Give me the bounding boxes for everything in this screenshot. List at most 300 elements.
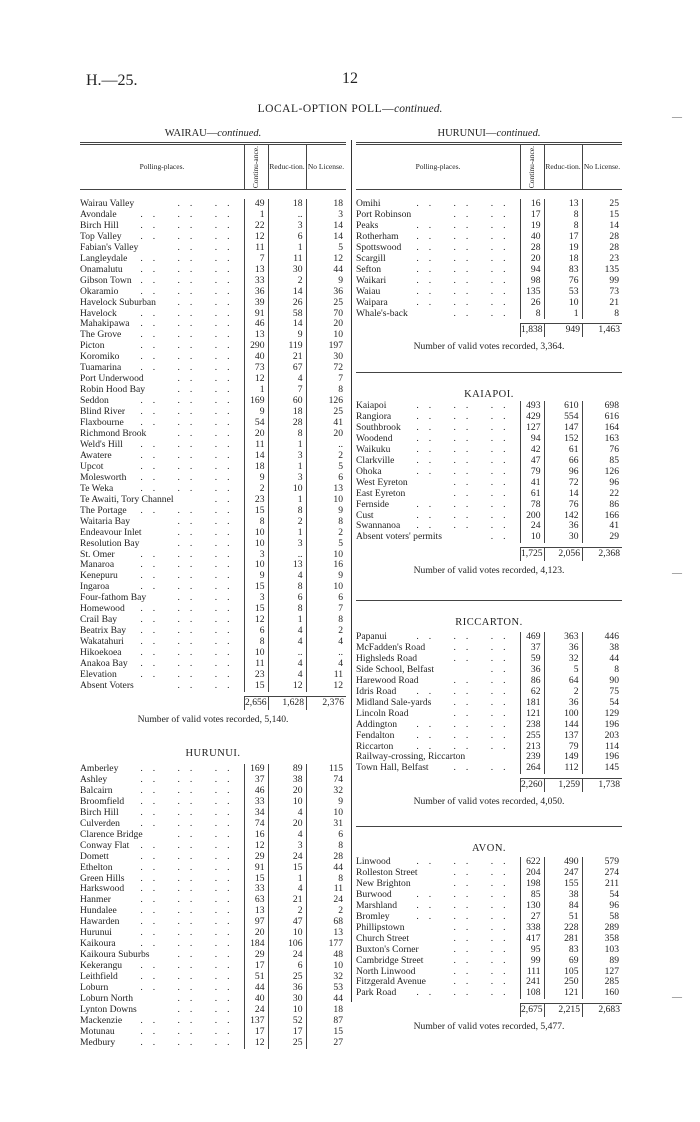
no-license-value: 28	[582, 243, 622, 254]
reduction-value: 69	[544, 956, 582, 967]
table-row	[80, 950, 346, 961]
continuance-value: 20	[244, 429, 268, 440]
no-license-value: 18	[306, 1005, 346, 1016]
reduction-value: 8	[268, 604, 306, 615]
leader-dots: .. .. ..	[416, 499, 516, 510]
continuance-value: 10	[244, 560, 268, 571]
total-continuance: 1,725	[520, 547, 545, 561]
reduction-value: 8	[268, 582, 306, 593]
leader-dots: .. ..	[453, 642, 516, 653]
no-license-value: 15	[582, 210, 622, 221]
continuance-value: 95	[520, 945, 544, 956]
table-row	[80, 830, 346, 841]
no-license-value: 9	[306, 506, 346, 517]
continuance-value: 264	[520, 763, 544, 774]
polling-place-name: Side School, Belfast ..	[356, 664, 516, 675]
leader-dots: .. .. ..	[140, 505, 240, 516]
polling-place-name: Fabian's Valley .. ..	[80, 242, 240, 253]
no-license-value: 29	[582, 532, 622, 543]
continuance-value: 13	[244, 265, 268, 276]
no-license-value: 96	[582, 901, 622, 912]
table-row	[80, 906, 346, 917]
reduction-value: 83	[544, 265, 582, 276]
leader-dots: .. .. ..	[416, 199, 516, 209]
table-row	[356, 665, 622, 676]
reduction-value: 11	[268, 254, 306, 265]
leader-dots: .. .. ..	[416, 286, 516, 297]
continuance-value: 15	[244, 604, 268, 615]
no-license-value: 44	[306, 863, 346, 874]
continuance-value: 40	[520, 232, 544, 243]
polling-place-name: Papanui .. .. ..	[356, 632, 516, 642]
reduction-value: 10	[268, 797, 306, 808]
continuance-value: 23	[244, 670, 268, 681]
table-row	[356, 467, 622, 478]
leader-dots: .. .. ..	[140, 1037, 240, 1048]
total-continuance: 2,675	[520, 1003, 545, 1017]
continuance-value: 15	[244, 582, 268, 593]
table-row	[80, 659, 346, 670]
table-row	[80, 670, 346, 681]
reduction-value: 8	[268, 429, 306, 440]
reduction-value: 19	[544, 243, 582, 254]
polling-place-name: Church Street .. ..	[356, 933, 516, 944]
no-license-value: 38	[582, 643, 622, 654]
polling-place-name: Spottswood .. .. ..	[356, 242, 516, 253]
continuance-value: 22	[244, 221, 268, 232]
polling-place-name: Kaikoura .. .. ..	[80, 939, 240, 950]
table-row	[356, 309, 622, 320]
reduction-value: 106	[268, 939, 306, 950]
reduction-value: 4	[268, 670, 306, 681]
column-separator	[351, 140, 352, 1002]
no-license-value: 54	[582, 698, 622, 709]
polling-place-name: Buxton's Corner .. ..	[356, 944, 516, 955]
leader-dots: .. .. ..	[140, 807, 240, 818]
polling-place-name: Ashley .. .. ..	[80, 774, 240, 785]
polling-place-name: New Brighton .. ..	[356, 878, 516, 889]
reduction-value: 66	[544, 456, 582, 467]
polling-place-name: Picton .. .. ..	[80, 341, 240, 352]
reduction-value: 4	[268, 626, 306, 637]
leader-dots: .. .. ..	[140, 840, 240, 851]
polling-place-name: Whale's-back .. ..	[356, 308, 516, 319]
table-row	[356, 511, 622, 522]
no-license-value: 27	[306, 1038, 346, 1049]
continuance-value: 97	[244, 917, 268, 928]
no-license-value: 8	[306, 615, 346, 626]
no-license-value: 32	[306, 972, 346, 983]
reduction-value: 76	[544, 276, 582, 287]
reduction-value: 147	[544, 423, 582, 434]
polling-place-name: Blind River .. .. ..	[80, 407, 240, 418]
continuance-value: 24	[520, 521, 544, 532]
continuance-value: 17	[244, 1027, 268, 1038]
continuance-value: 62	[520, 687, 544, 698]
continuance-value: 3	[244, 593, 268, 604]
table-row	[80, 363, 346, 374]
polling-place-name: Absent voters' permits ..	[356, 532, 516, 543]
continuance-value: 16	[520, 199, 544, 210]
leader-dots: .. .. ..	[416, 444, 516, 455]
reduction-value: 67	[268, 363, 306, 374]
leader-dots: .. .. ..	[416, 264, 516, 275]
table-row	[356, 912, 622, 923]
table-row	[80, 451, 346, 462]
reduction-value: 4	[268, 637, 306, 648]
polling-place-name: Town Hall, Belfast .. ..	[356, 763, 516, 774]
continuance-value: 36	[244, 287, 268, 298]
leader-dots: .. ..	[453, 708, 516, 719]
table-row	[80, 385, 346, 396]
hurunui-cont-table	[356, 199, 622, 319]
reduction-value: 4	[268, 884, 306, 895]
reduction-value: 17	[544, 232, 582, 243]
table-row	[80, 928, 346, 939]
continuance-value: 46	[244, 319, 268, 330]
table-row	[356, 445, 622, 456]
no-license-value: 41	[306, 418, 346, 429]
reduction-value: 149	[544, 752, 582, 763]
polling-place-name: Broomfield .. .. ..	[80, 796, 240, 807]
leader-dots: .. ..	[177, 950, 240, 961]
table-row	[80, 418, 346, 429]
table-row	[80, 374, 346, 385]
table-row	[356, 489, 622, 500]
polling-place-name: Midland Sale-yards .. ..	[356, 697, 516, 708]
no-license-value: 24	[306, 895, 346, 906]
no-license-value: 196	[582, 752, 622, 763]
no-license-value: 135	[582, 265, 622, 276]
table-row	[80, 983, 346, 994]
no-license-value: 20	[306, 429, 346, 440]
no-license-value: 23	[582, 254, 622, 265]
no-license-value: 58	[582, 912, 622, 923]
leader-dots: .. ..	[177, 829, 240, 840]
no-license-value: 203	[582, 731, 622, 742]
leader-dots: .. .. ..	[140, 669, 240, 680]
reduction-value: 58	[268, 309, 306, 320]
continuance-value: 98	[520, 276, 544, 287]
reduction-value: 10	[544, 298, 582, 309]
reduction-value: 8	[268, 506, 306, 517]
continuance-value: 11	[244, 440, 268, 451]
leader-dots: .. .. ..	[140, 764, 240, 774]
wairau-valid-votes: Number of valid votes recorded, 5,140.	[137, 713, 289, 725]
table-row	[80, 797, 346, 808]
leader-dots: .. .. ..	[140, 472, 240, 483]
polling-place-name: Homewood .. .. ..	[80, 604, 240, 615]
continuance-value: 28	[520, 243, 544, 254]
polling-place-name: Kenepuru .. .. ..	[80, 571, 240, 582]
leader-dots: .. .. ..	[416, 988, 516, 999]
continuance-value: 137	[244, 1016, 268, 1027]
leader-dots: .. ..	[177, 1004, 240, 1015]
reduction-value: 155	[544, 879, 582, 890]
reduction-value: 121	[544, 988, 582, 999]
leader-dots: .. ..	[453, 966, 516, 977]
table-row	[80, 1005, 346, 1016]
no-license-value: 20	[306, 319, 346, 330]
continuance-value: 54	[244, 418, 268, 429]
reduction-value: 490	[544, 857, 582, 868]
continuance-value: 2	[244, 484, 268, 495]
table-row	[356, 434, 622, 445]
leader-dots: .. .. ..	[140, 873, 240, 884]
continuance-value: 78	[520, 500, 544, 511]
polling-place-name: Harewood Road .. ..	[356, 675, 516, 686]
leader-dots: .. .. ..	[140, 972, 240, 983]
table-row	[80, 1038, 346, 1049]
reduction-value: 13	[544, 199, 582, 210]
polling-place-name: East Eyreton .. ..	[356, 488, 516, 499]
reduction-value: 10	[268, 1005, 306, 1016]
table-row	[80, 863, 346, 874]
table-row	[80, 254, 346, 265]
reduction-value: 79	[544, 742, 582, 753]
table-row	[80, 232, 346, 243]
reduction-value: 6	[268, 961, 306, 972]
leader-dots: .. .. ..	[140, 895, 240, 906]
reduction-value: 152	[544, 434, 582, 445]
continuance-value: 200	[520, 511, 544, 522]
no-license-value: 8	[582, 309, 622, 320]
leader-dots: .. ..	[177, 538, 240, 549]
hurunui-cont-title: HURUNUI—continued.	[437, 128, 541, 139]
table-row	[80, 808, 346, 819]
table-row	[80, 874, 346, 885]
table-row	[356, 923, 622, 934]
polling-place-name: Mackenzie .. .. ..	[80, 1015, 240, 1026]
total-reduction: 949	[544, 323, 583, 337]
polling-place-name: Hikoekoea .. .. ..	[80, 648, 240, 659]
total-reduction: 2,056	[544, 547, 583, 561]
leader-dots: .. .. ..	[140, 341, 240, 352]
reduction-value: 2	[268, 276, 306, 287]
table-row	[356, 221, 622, 232]
leader-dots: .. .. ..	[140, 220, 240, 231]
table-row	[356, 199, 622, 210]
continuance-value: 91	[244, 863, 268, 874]
continuance-value: 16	[244, 830, 268, 841]
no-license-value: 6	[306, 830, 346, 841]
continuance-value: 622	[520, 857, 544, 868]
polling-place-name: Cust .. .. ..	[356, 510, 516, 521]
polling-place-name: Port Robinson .. ..	[356, 209, 516, 220]
polling-place-name: Clarence Bridge .. ..	[80, 829, 240, 840]
table-row	[80, 539, 346, 550]
leader-dots: .. ..	[453, 653, 516, 664]
reduction-value: 3	[268, 539, 306, 550]
leader-dots: .. .. ..	[416, 297, 516, 308]
no-license-value: 31	[306, 819, 346, 830]
table-row	[80, 841, 346, 852]
continuance-value: 111	[520, 967, 544, 978]
avon-totals	[520, 1003, 622, 1016]
polling-place-name: Leithfield .. .. ..	[80, 972, 240, 983]
no-license-value: 8	[582, 665, 622, 676]
reduction-value: 1	[544, 309, 582, 320]
polling-place-name: Railway-crossing, Riccarton	[356, 752, 466, 763]
reduction-value: 14	[268, 287, 306, 298]
table-row	[80, 528, 346, 539]
header-no-license: No License.	[583, 162, 621, 171]
total-reduction: 1,628	[268, 696, 307, 710]
total-reduction: 2,215	[544, 1003, 583, 1017]
table-row	[356, 254, 622, 265]
reduction-value: 1	[268, 243, 306, 254]
no-license-value: 28	[582, 232, 622, 243]
polling-place-name: Manaroa .. .. ..	[80, 560, 240, 571]
reduction-value: 9	[268, 330, 306, 341]
continuance-value: 41	[520, 478, 544, 489]
no-license-value: 13	[306, 484, 346, 495]
polling-place-name: Bromley .. .. ..	[356, 911, 516, 922]
no-license-value: 7	[306, 604, 346, 615]
page-number: 12	[342, 70, 358, 87]
wairau-table	[80, 199, 346, 692]
continuance-value: 86	[520, 676, 544, 687]
no-license-value: 8	[306, 517, 346, 528]
polling-place-name: Four-fathom Bay .. ..	[80, 593, 240, 604]
reduction-value: 47	[268, 917, 306, 928]
polling-place-name: Anakoa Bay .. .. ..	[80, 659, 240, 670]
continuance-value: 20	[520, 254, 544, 265]
reduction-value: 105	[544, 967, 582, 978]
no-license-value: 126	[582, 467, 622, 478]
continuance-value: 51	[244, 972, 268, 983]
reduction-value: 30	[268, 994, 306, 1005]
polling-place-name: Birch Hill .. .. ..	[80, 220, 240, 231]
table-row	[80, 895, 346, 906]
no-license-value: 11	[306, 884, 346, 895]
continuance-value: 29	[244, 852, 268, 863]
continuance-value: 12	[244, 615, 268, 626]
reduction-value: 100	[544, 709, 582, 720]
no-license-value: 6	[306, 473, 346, 484]
no-license-value: 21	[582, 298, 622, 309]
table-row	[356, 676, 622, 687]
polling-place-name: Elevation .. .. ..	[80, 669, 240, 680]
reduction-value: 12	[268, 681, 306, 692]
no-license-value: 48	[306, 950, 346, 961]
table-row	[80, 1027, 346, 1038]
polling-place-name: Culverden .. .. ..	[80, 818, 240, 829]
table-row	[80, 604, 346, 615]
table-row	[80, 681, 346, 692]
reduction-value: 26	[268, 298, 306, 309]
continuance-value: 198	[520, 879, 544, 890]
no-license-value: 25	[582, 199, 622, 210]
table-row	[356, 731, 622, 742]
table-row	[80, 786, 346, 797]
continuance-value: 184	[244, 939, 268, 950]
polling-place-name: Highsleds Road .. ..	[356, 653, 516, 664]
no-license-value: 75	[582, 687, 622, 698]
table-row	[80, 626, 346, 637]
continuance-value: 94	[520, 434, 544, 445]
no-license-value: 285	[582, 977, 622, 988]
polling-place-name: Conway Flat .. .. ..	[80, 840, 240, 851]
no-license-value: 5	[306, 462, 346, 473]
reduction-value: 610	[544, 401, 582, 412]
no-license-value: 115	[306, 764, 346, 775]
continuance-value: 417	[520, 934, 544, 945]
polling-place-name: Burwood .. .. ..	[356, 889, 516, 900]
polling-place-name: Domett .. .. ..	[80, 851, 240, 862]
header-reduction: Reduc-tion.	[545, 162, 581, 171]
continuance-value: 238	[520, 720, 544, 731]
table-row	[80, 593, 346, 604]
leader-dots: ..	[490, 532, 516, 543]
no-license-value: 163	[582, 434, 622, 445]
continuance-value: 34	[244, 808, 268, 819]
leader-dots: .. .. ..	[140, 461, 240, 472]
total-no-license: 2,376	[306, 696, 347, 710]
leader-dots: .. .. ..	[140, 917, 240, 928]
kaiapoi-table	[356, 401, 622, 543]
reduction-value: 1	[268, 528, 306, 539]
reduction-value: 119	[268, 341, 306, 352]
table-row	[356, 967, 622, 978]
continuance-value: 37	[244, 775, 268, 786]
no-license-value: 2	[306, 451, 346, 462]
polling-place-name: Balcairn .. .. ..	[80, 785, 240, 796]
continuance-value: 181	[520, 698, 544, 709]
no-license-value: 12	[306, 681, 346, 692]
continuance-value: 9	[244, 473, 268, 484]
total-no-license: 1,463	[582, 323, 623, 337]
table-row	[356, 500, 622, 511]
polling-place-name: Seddon .. .. ..	[80, 396, 240, 407]
reduction-value: 36	[268, 983, 306, 994]
table-row	[80, 637, 346, 648]
no-license-value: 14	[306, 232, 346, 243]
no-license-value: 99	[582, 276, 622, 287]
leader-dots: .. .. ..	[416, 900, 516, 911]
no-license-value: 5	[306, 539, 346, 550]
no-license-value: 86	[582, 500, 622, 511]
leader-dots: .. .. ..	[140, 560, 240, 571]
no-license-value: 274	[582, 868, 622, 879]
header-continuance: Continu-ance.	[527, 145, 536, 189]
polling-place-name: Hundalee .. .. ..	[80, 906, 240, 917]
continuance-value: 8	[244, 637, 268, 648]
leader-dots: .. .. ..	[416, 857, 516, 867]
reduction-value: 36	[544, 521, 582, 532]
leader-dots: .. .. ..	[140, 231, 240, 242]
leader-dots: .. ..	[177, 242, 240, 253]
polling-place-name: Mahakipawa .. .. ..	[80, 319, 240, 330]
reduction-value: 38	[268, 775, 306, 786]
no-license-value: 22	[582, 489, 622, 500]
polling-place-name: Flaxbourne .. .. ..	[80, 418, 240, 429]
no-license-value: 30	[306, 352, 346, 363]
polling-place-name: Te Awaiti, Tory Channel ..	[80, 494, 240, 505]
table-row	[356, 643, 622, 654]
continuance-value: 15	[244, 681, 268, 692]
table-row	[356, 945, 622, 956]
continuance-value: 12	[244, 1038, 268, 1049]
no-license-value: 129	[582, 709, 622, 720]
no-license-value: 68	[306, 917, 346, 928]
reduction-value: 36	[544, 643, 582, 654]
table-row	[356, 934, 622, 945]
kaiapoi-valid-votes: Number of valid votes recorded, 4,123.	[413, 565, 565, 577]
table-row	[80, 1016, 346, 1027]
table-row	[356, 868, 622, 879]
polling-place-name: Awatere .. .. ..	[80, 450, 240, 461]
